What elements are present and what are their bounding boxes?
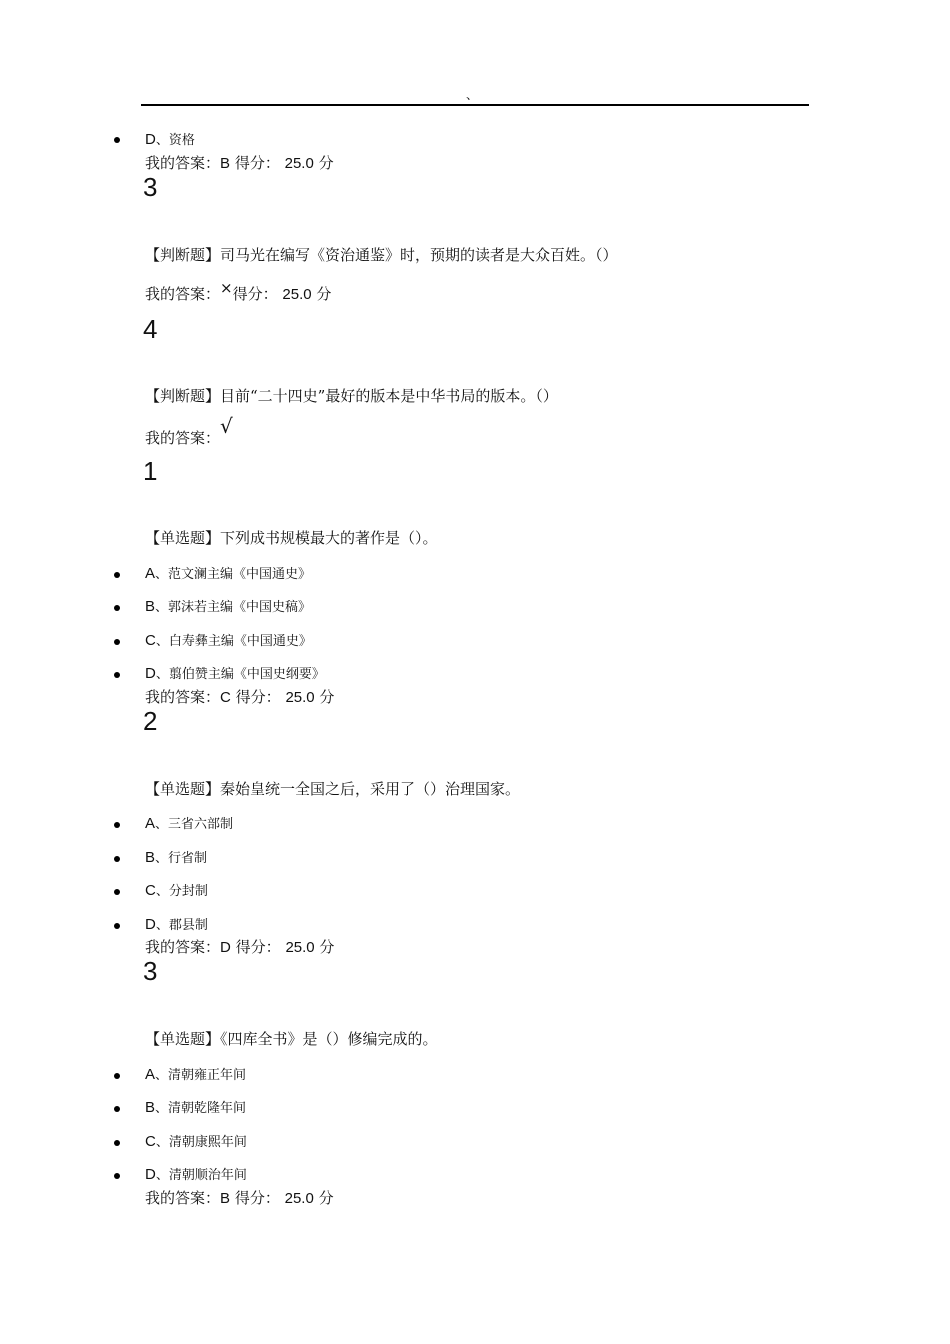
option-d: D、资格 xyxy=(145,131,195,148)
option-bullet xyxy=(114,1140,120,1146)
my-answer-line: 我的答案：B 得分： 25.0 分 xyxy=(145,1189,334,1207)
option-bullet xyxy=(114,822,120,828)
option-bullet xyxy=(114,572,120,578)
question-text: 【判断题】目前“二十四史”最好的版本是中华书局的版本。（） xyxy=(145,387,558,405)
option-a: A、三省六部制 xyxy=(145,815,234,832)
option-bullet xyxy=(114,1173,120,1179)
question-text: 【单选题】秦始皇统一全国之后，采用了（）治理国家。 xyxy=(145,780,521,798)
option-bullet xyxy=(114,605,120,611)
option-bullet xyxy=(114,923,120,929)
option-d: D、翦伯赞主编《中国史纲要》 xyxy=(145,665,325,682)
my-answer-line: 我的答案：√ xyxy=(145,414,233,447)
question-text: 【判断题】司马光在编写《资治通鉴》时，预期的读者是大众百姓。（） xyxy=(145,246,618,264)
option-c: C、分封制 xyxy=(145,882,208,899)
header-rule xyxy=(141,104,809,106)
question-number: 1 xyxy=(143,456,158,486)
question-text: 【单选题】《四库全书》是（）修编完成的。 xyxy=(145,1030,438,1048)
option-b: B、郭沫若主编《中国史稿》 xyxy=(145,598,312,615)
option-a: A、范文澜主编《中国通史》 xyxy=(145,565,312,582)
option-bullet xyxy=(114,137,120,143)
question-number: 2 xyxy=(143,706,158,736)
option-c: C、清朝康熙年间 xyxy=(145,1133,247,1150)
option-bullet xyxy=(114,639,120,645)
question-number: 3 xyxy=(143,172,158,202)
my-answer-line: 我的答案：×得分： 25.0 分 xyxy=(145,279,332,303)
question-number: 4 xyxy=(143,314,158,344)
option-a: A、清朝雍正年间 xyxy=(145,1066,247,1083)
option-c: C、白寿彝主编《中国通史》 xyxy=(145,632,312,649)
option-bullet xyxy=(114,889,120,895)
question-text: 【单选题】下列成书规模最大的著作是（）。 xyxy=(145,529,438,547)
question-number: 3 xyxy=(143,956,158,986)
cross-mark-icon: × xyxy=(220,279,233,297)
option-bullet xyxy=(114,672,120,678)
check-mark-icon: √ xyxy=(220,414,233,438)
option-b: B、行省制 xyxy=(145,849,208,866)
option-d: D、清朝顺治年间 xyxy=(145,1166,247,1183)
option-bullet xyxy=(114,856,120,862)
option-d: D、郡县制 xyxy=(145,916,208,933)
option-bullet xyxy=(114,1073,120,1079)
my-answer-line: 我的答案：C 得分： 25.0 分 xyxy=(145,688,335,706)
my-answer-line: 我的答案：B 得分： 25.0 分 xyxy=(145,154,334,172)
header-mark: 、 xyxy=(466,88,479,102)
my-answer-line: 我的答案：D 得分： 25.0 分 xyxy=(145,938,335,956)
option-bullet xyxy=(114,1106,120,1112)
option-b: B、清朝乾隆年间 xyxy=(145,1099,247,1116)
